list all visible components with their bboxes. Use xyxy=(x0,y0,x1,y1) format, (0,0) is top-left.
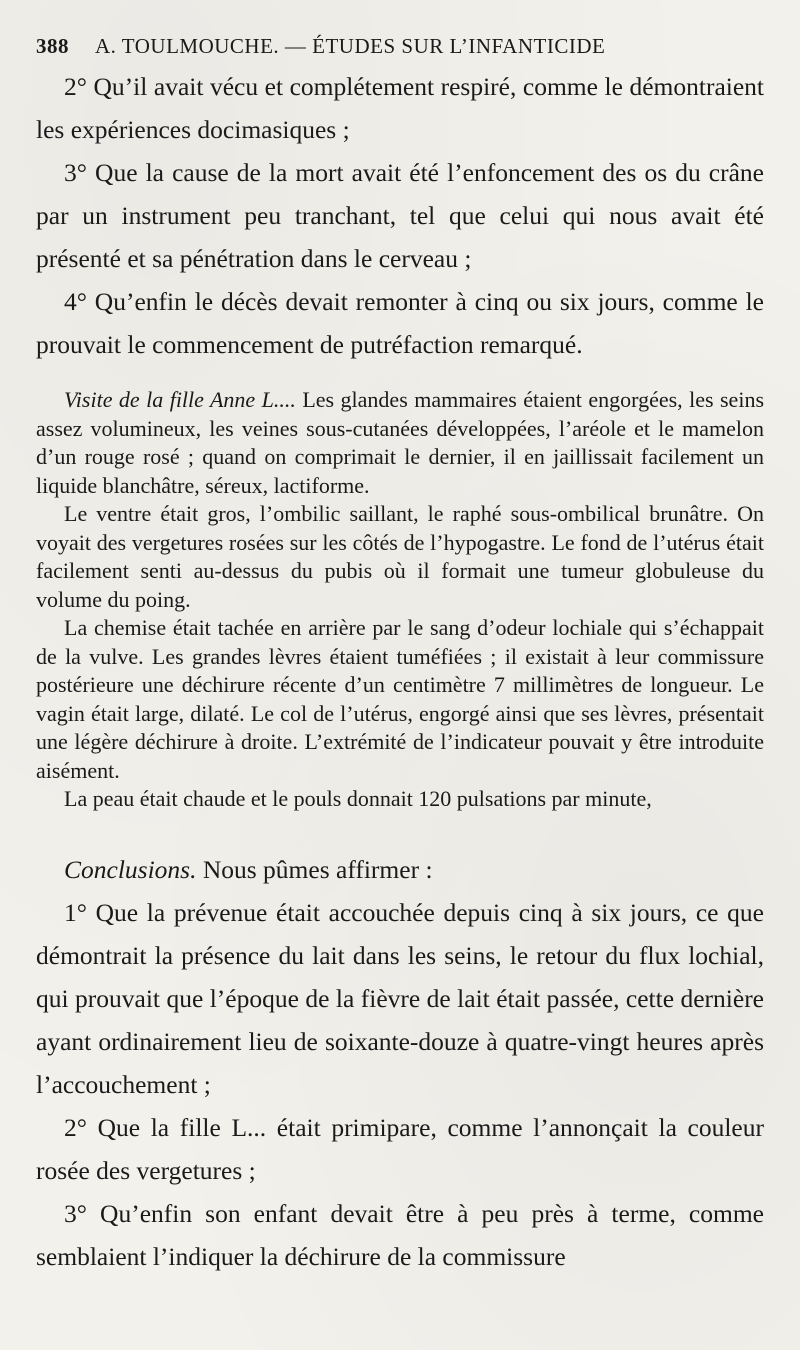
visit-paragraph-2: Le ventre était gros, l’ombilic saillant, le raphé sous-ombilical brunâtre. On voyait des vergetures rosées sur les côtés de l’hypogastre. Le fond de l’utérus était facilement senti au-dessus du pubis où il formait une tumeur globuleuse du volume du poing. xyxy=(36,501,764,612)
visit-paragraph-4: La peau était chaude et le pouls donnait 120 pulsations par minute, xyxy=(64,786,652,811)
visit-paragraph-1 xyxy=(36,386,764,500)
findings-list xyxy=(36,65,764,366)
conclusion-1: 1° Que la prévenue était accouchée depuis cinq à six jours, ce que démontrait la présence du lait dans les seins, le retour du flux lochial, qui prouvait que l’époque de la fièvre de lait était passée, cette dernière ayant ordinairement lieu de soixante-douze à quatre-vingt heures après l’accouchement ; xyxy=(36,897,764,1099)
conclusion-3: 3° Qu’enfin son enfant devait être à peu près à terme, comme semblaient l’indiquer la déchirure de la commissure xyxy=(36,1198,764,1271)
conclusions-heading xyxy=(36,848,764,891)
finding-2: 2° Qu’il avait vécu et complétement respiré, comme le démontraient les expériences docimasiques ; xyxy=(36,72,764,144)
page-number: 388 xyxy=(36,34,69,58)
running-header xyxy=(36,34,764,59)
visit-lead-in: Visite de la fille Anne L.... xyxy=(64,387,296,412)
visit-paragraph-3: La chemise était tachée en arrière par le sang d’odeur lochiale qui s’échappait de la vulve. Les grandes lèvres étaient tuméfiées ; il existait à leur commissure postérieure une déchirure récente d’un centimètre 7 millimètres de longueur. Le vagin était large, dilaté. Le col de l’utérus, engorgé ainsi que ses lèvres, présentait une légère déchirure à droite. L’extrémité de l’indicateur pouvait y être introduite aisément. xyxy=(36,615,764,783)
finding-4: 4° Qu’enfin le décès devait remonter à cinq ou six jours, comme le prouvait le commencement de putréfaction remarqué. xyxy=(36,287,764,359)
finding-3: 3° Que la cause de la mort avait été l’enfoncement des os du crâne par un instrument peu tranchant, tel que celui qui nous avait été présenté et sa pénétration dans le cerveau ; xyxy=(36,158,764,273)
conclusions-intro: Nous pûmes affirmer : xyxy=(202,854,433,884)
conclusion-2: 2° Que la fille L... était primipare, comme l’annonçait la couleur rosée des vergetures ; xyxy=(36,1112,764,1185)
conclusions-section xyxy=(36,848,764,1278)
visit-text-1: Les glandes mammaires étaient engorgées, les seins assez volumineux, les veines sous-cutanées développées, l’aréole et le mamelon d’un rouge rosé ; quand on comprimait le dernier, il en jaillissait facilement un liquide blanchâtre, séreux, lactiforme. xyxy=(36,387,764,498)
conclusions-lead-in: Conclusions. xyxy=(64,854,197,884)
running-title: A. TOULMOUCHE. — ÉTUDES SUR L’INFANTICIDE xyxy=(95,34,606,58)
visit-section xyxy=(36,386,764,814)
